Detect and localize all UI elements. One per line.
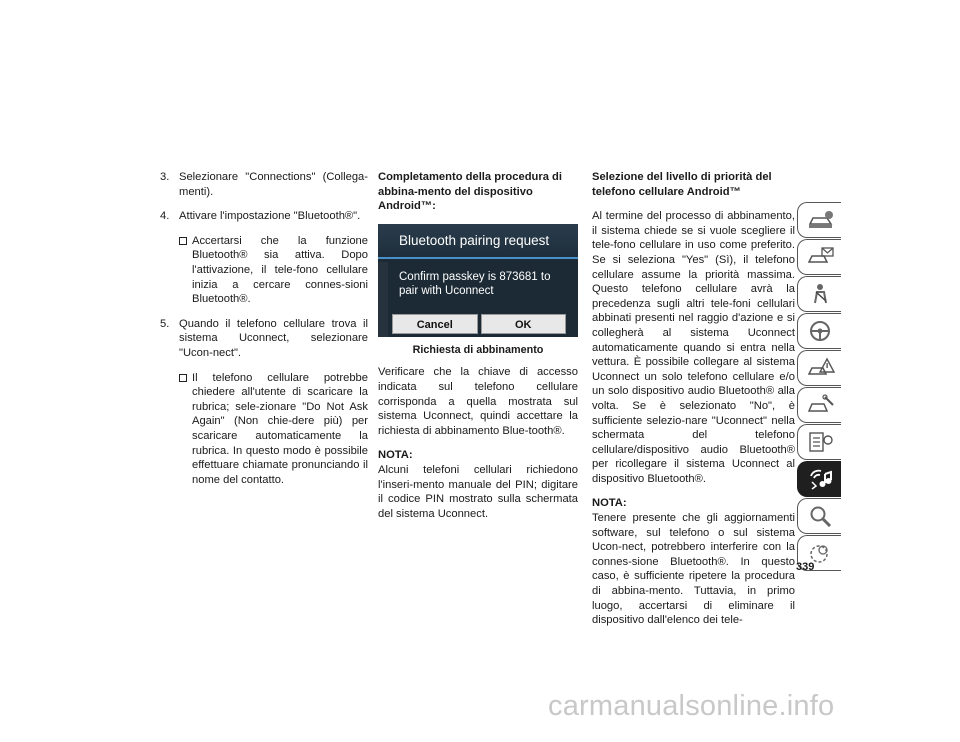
cancel-button: Cancel: [392, 314, 478, 334]
checkbox-bullet-icon: [179, 374, 187, 382]
chapter-tabs: [797, 202, 841, 572]
multimedia-icon: [807, 468, 835, 490]
tab-maintenance[interactable]: [797, 424, 841, 460]
column-right: [592, 170, 795, 628]
note-text: Alcuni telefoni cellulari richiedono l'inseri-mento manuale del PIN; digitare il codice PIN mostrato sulla schermata del sistema Uconnect.: [378, 463, 578, 520]
section-heading: Selezione del livello di priorità del telefono cellulare Android™: [592, 171, 772, 198]
step-5: [160, 317, 368, 361]
tab-driving[interactable]: [797, 313, 841, 349]
step-3: [160, 170, 368, 199]
note-label: NOTA:: [378, 449, 413, 462]
note-label: NOTA:: [592, 497, 627, 510]
step-number: 5.: [160, 317, 170, 330]
step-text: Selezionare "Connections" (Collega-menti).: [179, 171, 368, 198]
ok-button: OK: [481, 314, 567, 334]
warning-car-icon: [807, 357, 835, 379]
car-service-icon: [807, 394, 835, 416]
page-number: 339: [796, 561, 815, 573]
screen-edge: [378, 262, 388, 337]
step-4: [160, 209, 368, 224]
tab-search[interactable]: [797, 498, 841, 534]
pairing-screenshot: [378, 224, 578, 337]
tab-car-info[interactable]: [797, 202, 841, 238]
step-text: Attivare l'impostazione "Bluetooth®".: [179, 210, 361, 223]
step-text: Quando il telefono cellulare trova il sistema Uconnect, selezionare "Ucon-nect".: [179, 317, 368, 359]
steering-wheel-icon: [807, 320, 835, 342]
step-5-note: [179, 371, 368, 488]
note-text: Tenere presente che gli aggiornamenti software, sul telefono o sul sistema Ucon-nect, potrebbero interferire con la connes-sione Bluetooth®. In questo caso, è sufficiente ripetere la procedura di abbina-mento. Tuttavia, in primo luogo, accertarsi di eliminare il dispositivo dall'elenco dei tele-: [592, 512, 795, 627]
car-message-icon: [807, 246, 835, 268]
paragraph: Verificare che la chiave di accesso indicata sul telefono cellulare corrisponda a quella mostrata sul sistema Uconnect, quindi accettare la richiesta di abbinamento Blue-tooth®.: [378, 366, 578, 437]
watermark: carmanualsonline.info: [548, 690, 835, 722]
paragraph: Al termine del processo di abbinamento, il sistema chiede se si vuole scegliere il tele-fono cellulare in uso come preferito. Se si seleziona "Yes" (Sì), il telefono cellulare assume la priorità massima. Questo telefono cellulare avrà la precedenza sugli altri tele-foni cellulari abbinati presenti nel raggio d'azione e si collegherà al sistema Uconnect automaticamente quando si entra nella vettura. È possibile collegare al sistema Uconnect un solo telefono cellulare e/o un solo dispositivo audio Bluetooth® alla volta. Se è selezionato "No", è sufficiente selezio-nare "Uconnect" nella schermata del telefono cellulare/dispositivo audio Bluetooth® per ricollegare il sistema Uconnect al dispositivo Bluetooth®.: [592, 210, 795, 485]
car-info-icon: [807, 209, 835, 231]
note-text: Il telefono cellulare potrebbe chiedere all'utente di scaricare la rubrica; sele-zionare "Do Not Ask Again" (Non chie-dere più) per scaricare automaticamente la rubrica. In questo modo è possibile effettuare chiamate pronunciando il nome del contatto.: [192, 371, 368, 486]
step-number: 3.: [160, 171, 170, 183]
tab-safety[interactable]: [797, 276, 841, 312]
step-number: 4.: [160, 210, 170, 223]
tab-emergency[interactable]: [797, 350, 841, 386]
column-middle: [378, 170, 578, 521]
seat-belt-icon: [807, 283, 835, 305]
tab-service[interactable]: [797, 387, 841, 423]
dialog-buttons: [378, 314, 578, 334]
search-icon: [807, 505, 835, 527]
step-4-note: [179, 234, 368, 307]
tab-car-message[interactable]: [797, 239, 841, 275]
dialog-message: Confirm passkey is 873681 to pair with Uconnect: [399, 270, 551, 297]
dialog-title: Bluetooth pairing request: [378, 224, 578, 259]
note-text: Accertarsi che la funzione Bluetooth® sia attiva. Dopo l'attivazione, il tele-fono cellulare inizia a cercare connes-sioni Bluetooth®.: [192, 234, 368, 306]
maintenance-list-icon: [807, 431, 835, 453]
tab-multimedia[interactable]: [797, 461, 841, 497]
column-left: [160, 170, 368, 497]
checkbox-bullet-icon: [179, 237, 187, 245]
section-heading: Completamento della procedura di abbina-mento del dispositivo Android™:: [378, 171, 563, 213]
figure-caption: Richiesta di abbinamento: [412, 343, 544, 356]
